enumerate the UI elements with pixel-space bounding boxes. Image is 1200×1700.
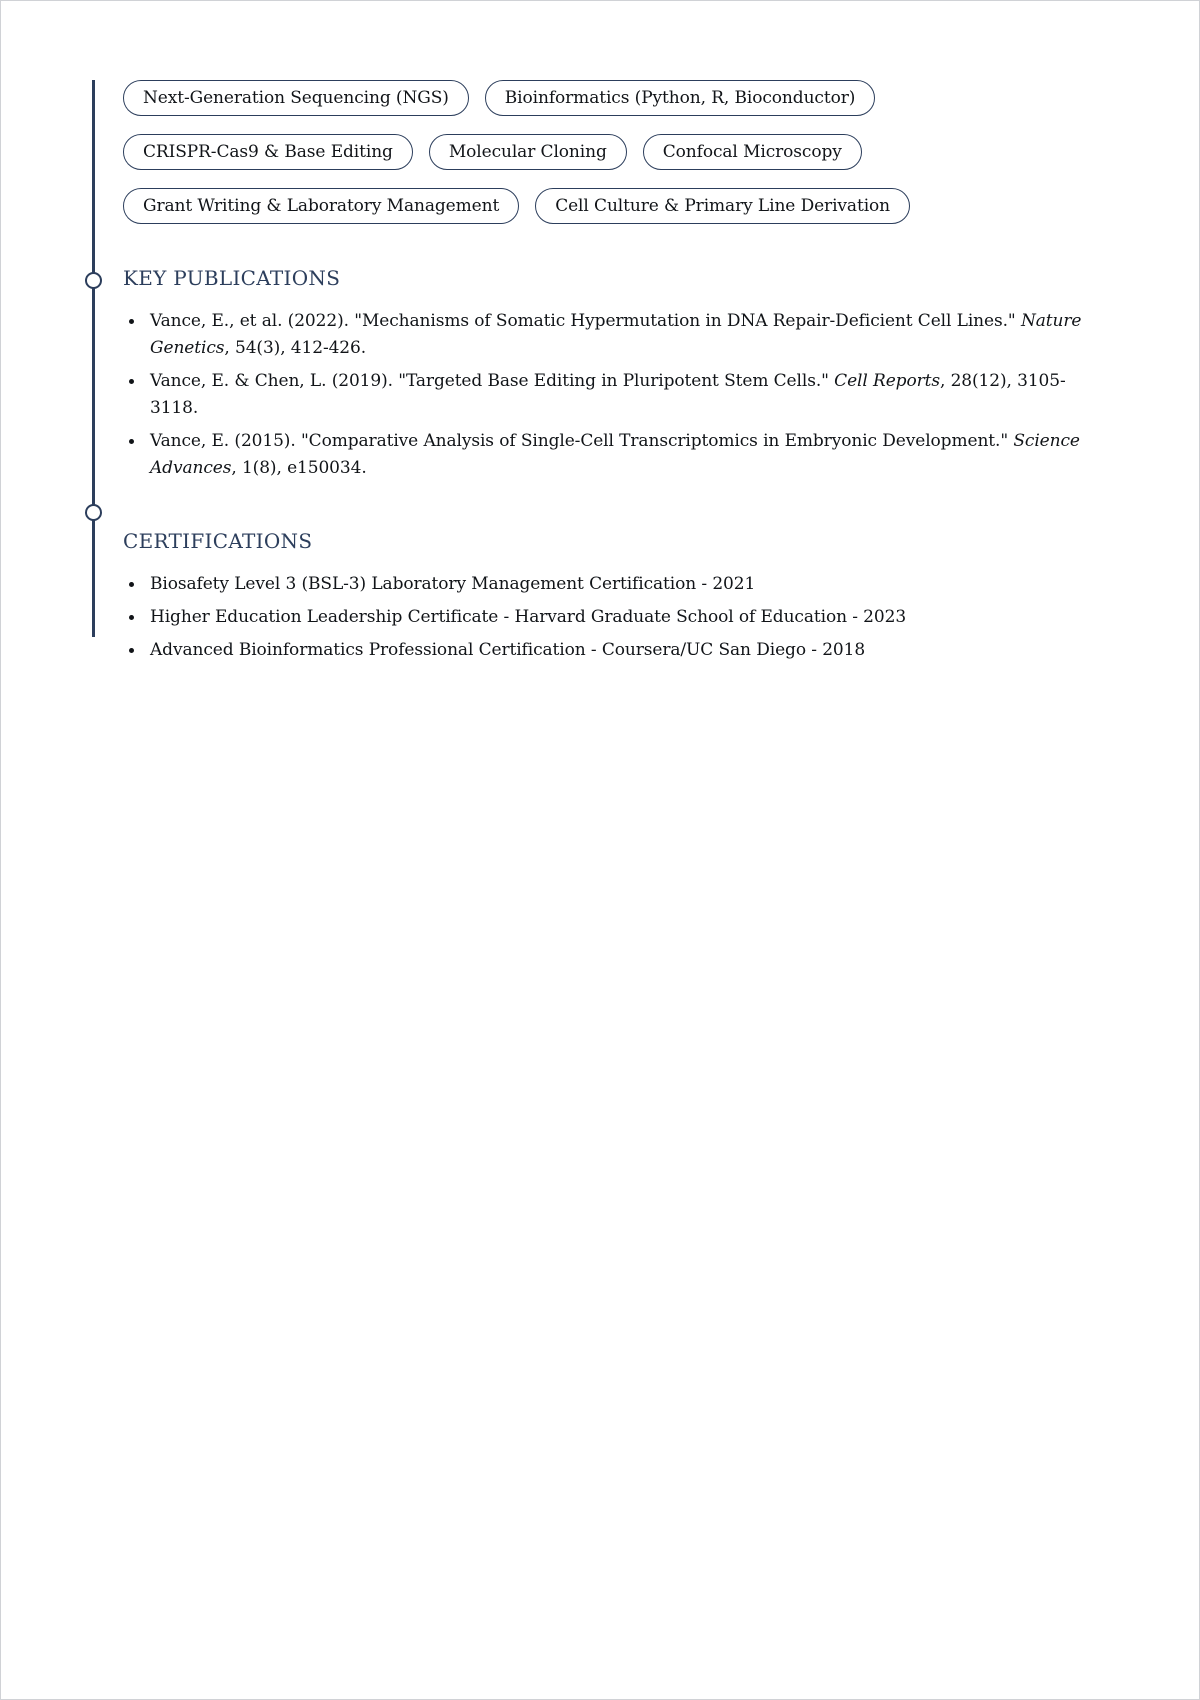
skill-tag: Molecular Cloning	[429, 134, 627, 170]
publication-item	[123, 368, 1113, 422]
publication-item	[123, 428, 1113, 482]
skill-tag: Bioinformatics (Python, R, Bioconductor)	[485, 80, 875, 116]
publication-journal: Science Advances	[150, 431, 1080, 478]
skill-tag: Cell Culture & Primary Line Derivation	[535, 188, 910, 224]
certifications-heading: CERTIFICATIONS	[123, 529, 313, 553]
publication-item	[123, 308, 1113, 362]
certifications-timeline-node	[85, 504, 102, 521]
publication-details: , 54(3), 412-426.	[224, 338, 367, 358]
publication-citation: Vance, E. (2015). "Comparative Analysis of Single-Cell Transcriptomics in Embryonic Development."	[150, 431, 1014, 451]
publication-journal: Nature Genetics	[150, 311, 1082, 358]
publication-citation: Vance, E., et al. (2022). "Mechanisms of Somatic Hypermutation in DNA Repair-Deficient Cell Lines."	[150, 311, 1021, 331]
certification-item: Higher Education Leadership Certificate - Harvard Graduate School of Education - 2023	[123, 604, 1113, 631]
publications-list	[123, 308, 1113, 482]
publication-citation: Vance, E. & Chen, L. (2019). "Targeted Base Editing in Pluripotent Stem Cells."	[150, 371, 835, 391]
skill-tag: Next-Generation Sequencing (NGS)	[123, 80, 469, 116]
timeline-line	[92, 80, 95, 637]
publication-journal: Cell Reports	[834, 371, 940, 391]
publication-details: , 28(12), 3105-3118.	[150, 371, 1066, 418]
publication-details: , 1(8), e150034.	[231, 458, 367, 478]
skill-tag: CRISPR-Cas9 & Base Editing	[123, 134, 413, 170]
skills-tag-list	[123, 80, 1113, 224]
publications-heading: KEY PUBLICATIONS	[123, 266, 341, 290]
skill-tag: Grant Writing & Laboratory Management	[123, 188, 519, 224]
certifications-list	[123, 571, 1113, 664]
certification-item: Biosafety Level 3 (BSL-3) Laboratory Management Certification - 2021	[123, 571, 1113, 598]
skill-tag: Confocal Microscopy	[643, 134, 862, 170]
publications-timeline-node	[85, 272, 102, 289]
certification-item: Advanced Bioinformatics Professional Certification - Coursera/UC San Diego - 2018	[123, 637, 1113, 664]
resume-content	[123, 80, 1113, 670]
